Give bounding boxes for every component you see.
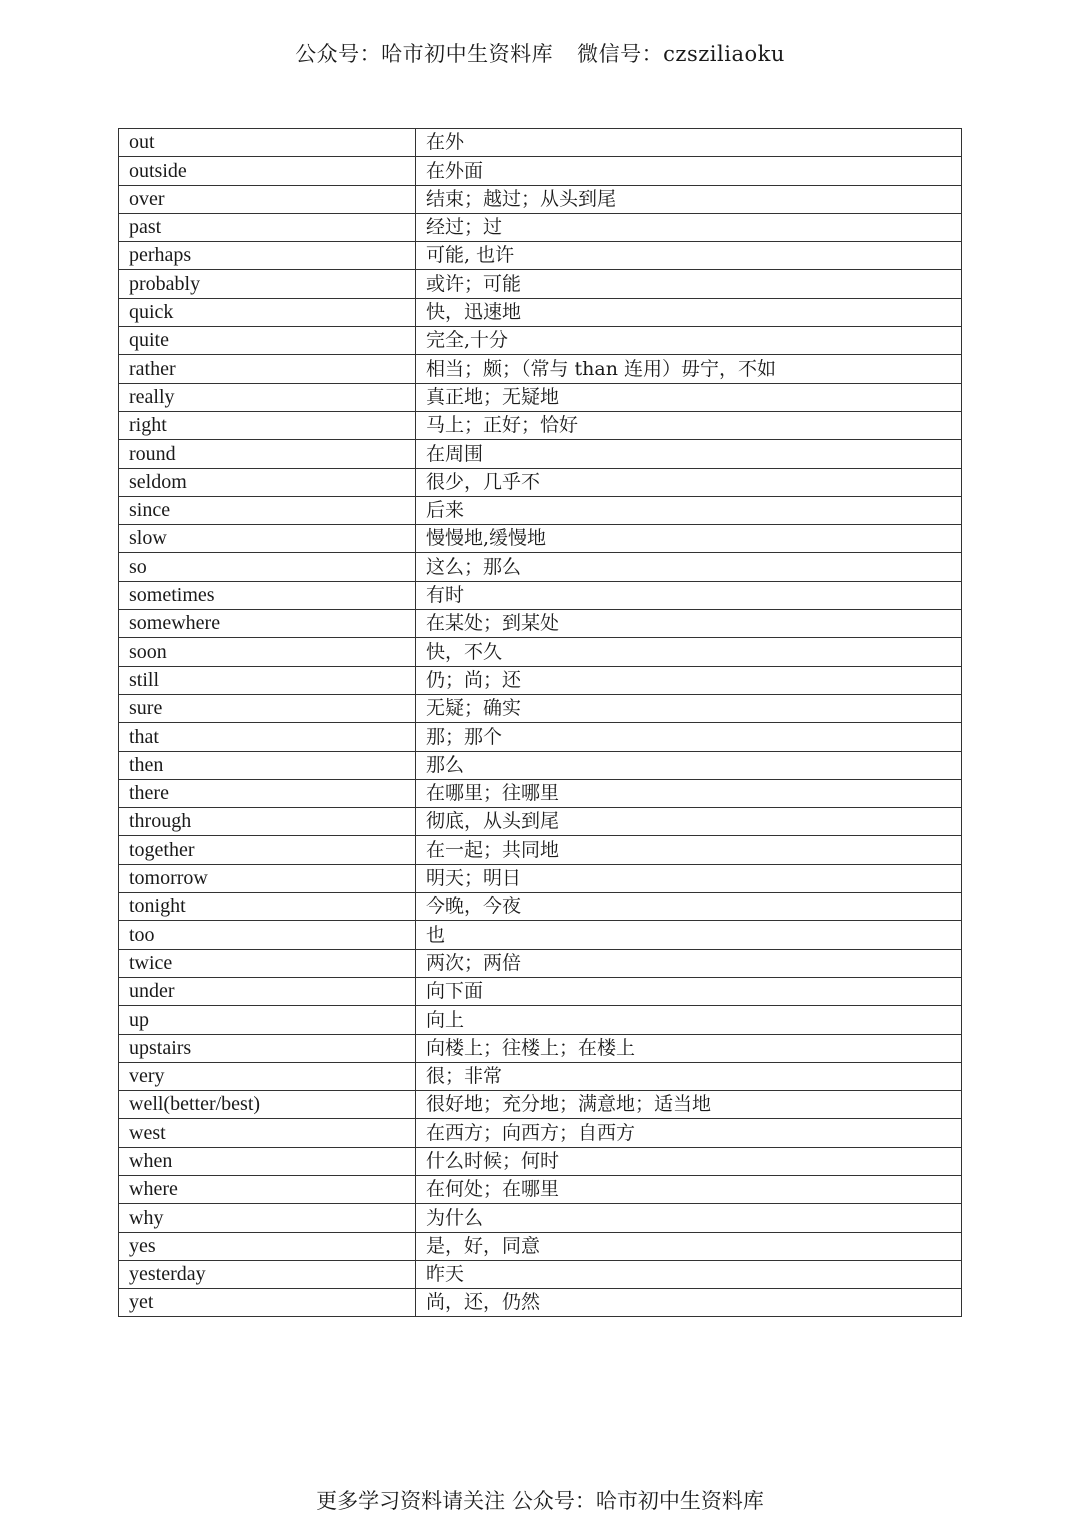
chinese-meaning-cell: 彻底，从头到尾	[416, 808, 962, 836]
english-word-cell: really	[119, 383, 416, 411]
chinese-meaning-cell: 很少，几乎不	[416, 468, 962, 496]
table-row	[119, 355, 962, 383]
english-word-cell: so	[119, 553, 416, 581]
english-word-cell: up	[119, 1006, 416, 1034]
chinese-meaning-cell: 两次；两倍	[416, 949, 962, 977]
chinese-meaning-cell: 在周围	[416, 440, 962, 468]
chinese-meaning-cell: 有时	[416, 581, 962, 609]
chinese-meaning-cell: 快，迅速地	[416, 298, 962, 326]
english-word-cell: quite	[119, 327, 416, 355]
chinese-meaning-cell: 尚，还，仍然	[416, 1289, 962, 1317]
table-row	[119, 1062, 962, 1090]
english-word-cell: perhaps	[119, 242, 416, 270]
table-row	[119, 440, 962, 468]
chinese-meaning-cell: 在某处；到某处	[416, 610, 962, 638]
chinese-meaning-cell: 无疑；确实	[416, 694, 962, 722]
english-word-cell: rather	[119, 355, 416, 383]
chinese-meaning-cell: 在西方；向西方；自西方	[416, 1119, 962, 1147]
english-word-cell: together	[119, 836, 416, 864]
table-row	[119, 893, 962, 921]
english-word-cell: yes	[119, 1232, 416, 1260]
table-row	[119, 1260, 962, 1288]
table-row	[119, 610, 962, 638]
table-row	[119, 327, 962, 355]
chinese-meaning-cell: 相当；颇；（常与 than 连用）毋宁，不如	[416, 355, 962, 383]
chinese-meaning-cell: 那么	[416, 751, 962, 779]
english-word-cell: when	[119, 1147, 416, 1175]
english-word-cell: past	[119, 213, 416, 241]
chinese-meaning-cell: 这么；那么	[416, 553, 962, 581]
english-word-cell: where	[119, 1175, 416, 1203]
chinese-meaning-cell: 是，好，同意	[416, 1232, 962, 1260]
english-word-cell: slow	[119, 525, 416, 553]
table-row	[119, 1147, 962, 1175]
english-word-cell: soon	[119, 638, 416, 666]
table-row	[119, 553, 962, 581]
table-row	[119, 1091, 962, 1119]
chinese-meaning-cell: 今晚，今夜	[416, 893, 962, 921]
chinese-meaning-cell: 可能, 也许	[416, 242, 962, 270]
table-row	[119, 723, 962, 751]
table-row	[119, 242, 962, 270]
english-word-cell: under	[119, 977, 416, 1005]
english-word-cell: right	[119, 411, 416, 439]
english-word-cell: since	[119, 496, 416, 524]
english-word-cell: too	[119, 921, 416, 949]
page-header	[0, 38, 1080, 68]
english-word-cell: then	[119, 751, 416, 779]
english-word-cell: outside	[119, 157, 416, 185]
chinese-meaning-cell: 很；非常	[416, 1062, 962, 1090]
english-word-cell: somewhere	[119, 610, 416, 638]
header-wechat-id: 微信号：czsziliaoku	[577, 42, 785, 66]
page-footer: 更多学习资料请关注 公众号：哈市初中生资料库	[316, 1489, 764, 1513]
table-row	[119, 581, 962, 609]
chinese-meaning-cell: 昨天	[416, 1260, 962, 1288]
table-row	[119, 1175, 962, 1203]
table-row	[119, 1204, 962, 1232]
english-word-cell: that	[119, 723, 416, 751]
english-word-cell: tonight	[119, 893, 416, 921]
chinese-meaning-cell: 快，不久	[416, 638, 962, 666]
vocabulary-table	[118, 128, 962, 1317]
chinese-meaning-cell: 在外	[416, 129, 962, 157]
table-row	[119, 298, 962, 326]
table-row	[119, 836, 962, 864]
english-word-cell: very	[119, 1062, 416, 1090]
table-row	[119, 1119, 962, 1147]
chinese-meaning-cell: 也	[416, 921, 962, 949]
chinese-meaning-cell: 向楼上；往楼上；在楼上	[416, 1034, 962, 1062]
english-word-cell: quick	[119, 298, 416, 326]
table-row	[119, 694, 962, 722]
chinese-meaning-cell: 在一起；共同地	[416, 836, 962, 864]
vocabulary-table-body	[119, 129, 962, 1317]
chinese-meaning-cell: 向上	[416, 1006, 962, 1034]
english-word-cell: twice	[119, 949, 416, 977]
english-word-cell: tomorrow	[119, 864, 416, 892]
table-row	[119, 525, 962, 553]
english-word-cell: sometimes	[119, 581, 416, 609]
table-row	[119, 977, 962, 1005]
english-word-cell: round	[119, 440, 416, 468]
chinese-meaning-cell: 真正地；无疑地	[416, 383, 962, 411]
english-word-cell: upstairs	[119, 1034, 416, 1062]
table-row	[119, 808, 962, 836]
chinese-meaning-cell: 为什么	[416, 1204, 962, 1232]
table-row	[119, 270, 962, 298]
table-row	[119, 1006, 962, 1034]
english-word-cell: there	[119, 779, 416, 807]
english-word-cell: well(better/best)	[119, 1091, 416, 1119]
table-row	[119, 921, 962, 949]
chinese-meaning-cell: 很好地；充分地；满意地；适当地	[416, 1091, 962, 1119]
english-word-cell: through	[119, 808, 416, 836]
table-row	[119, 129, 962, 157]
chinese-meaning-cell: 后来	[416, 496, 962, 524]
table-row	[119, 949, 962, 977]
chinese-meaning-cell: 慢慢地,缓慢地	[416, 525, 962, 553]
header-account-name: 公众号：哈市初中生资料库	[295, 42, 554, 66]
chinese-meaning-cell: 仍；尚；还	[416, 666, 962, 694]
chinese-meaning-cell: 向下面	[416, 977, 962, 1005]
table-row	[119, 864, 962, 892]
english-word-cell: sure	[119, 694, 416, 722]
chinese-meaning-cell: 那；那个	[416, 723, 962, 751]
chinese-meaning-cell: 明天；明日	[416, 864, 962, 892]
chinese-meaning-cell: 或许；可能	[416, 270, 962, 298]
chinese-meaning-cell: 在外面	[416, 157, 962, 185]
table-row	[119, 1232, 962, 1260]
table-row	[119, 411, 962, 439]
english-word-cell: yet	[119, 1289, 416, 1317]
table-row	[119, 496, 962, 524]
english-word-cell: over	[119, 185, 416, 213]
table-row	[119, 751, 962, 779]
table-row	[119, 666, 962, 694]
table-row	[119, 779, 962, 807]
english-word-cell: why	[119, 1204, 416, 1232]
table-row	[119, 638, 962, 666]
table-row	[119, 213, 962, 241]
chinese-meaning-cell: 在哪里；往哪里	[416, 779, 962, 807]
table-row	[119, 1034, 962, 1062]
table-row	[119, 468, 962, 496]
english-word-cell: probably	[119, 270, 416, 298]
chinese-meaning-cell: 完全,十分	[416, 327, 962, 355]
chinese-meaning-cell: 马上；正好；恰好	[416, 411, 962, 439]
english-word-cell: yesterday	[119, 1260, 416, 1288]
table-row	[119, 185, 962, 213]
chinese-meaning-cell: 结束；越过；从头到尾	[416, 185, 962, 213]
english-word-cell: west	[119, 1119, 416, 1147]
table-row	[119, 157, 962, 185]
english-word-cell: out	[119, 129, 416, 157]
chinese-meaning-cell: 经过；过	[416, 213, 962, 241]
table-row	[119, 383, 962, 411]
chinese-meaning-cell: 在何处；在哪里	[416, 1175, 962, 1203]
english-word-cell: still	[119, 666, 416, 694]
chinese-meaning-cell: 什么时候；何时	[416, 1147, 962, 1175]
english-word-cell: seldom	[119, 468, 416, 496]
table-row	[119, 1289, 962, 1317]
